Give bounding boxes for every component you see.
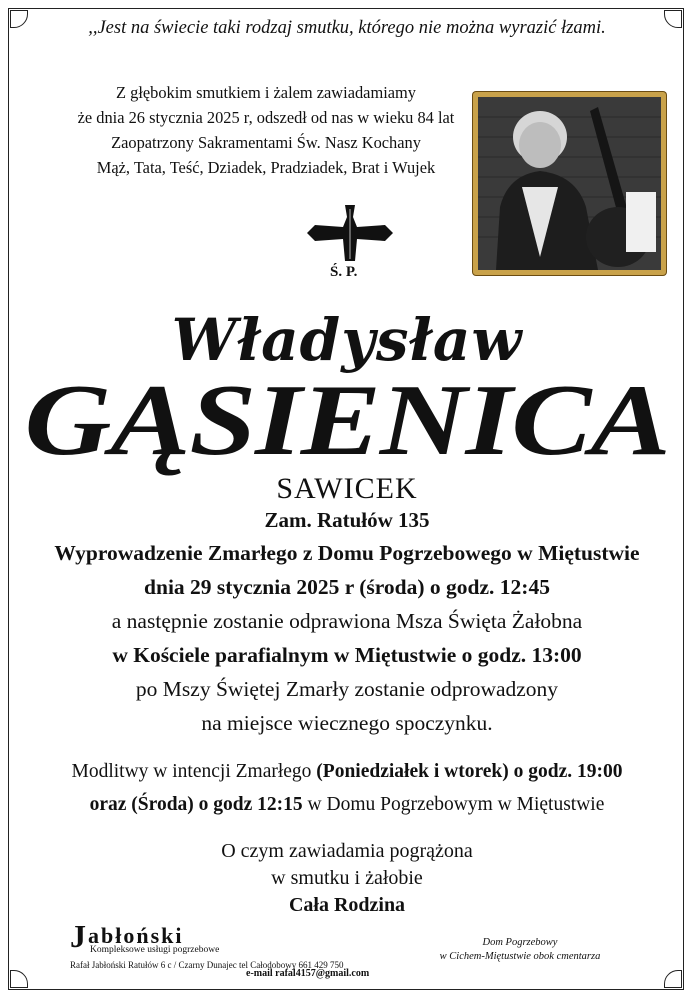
prayer-line [0,788,694,821]
home-line: w Cichem-Miętustwie obok cmentarza [439,951,601,962]
ceremony-line: dnia 29 stycznia 2025 r (środa) o godz. 12:45 [144,575,550,599]
ceremony-line: po Mszy Świętej Zmarły zostanie odprowadzony [135,677,559,701]
deceased-photo [473,92,666,275]
email-link[interactable]: e-mail rafal4157@gmail.com [246,968,370,979]
surname: GĄSIENICA [24,364,670,477]
residence: Zam. Ratułów 135 [264,508,430,532]
logo-initial: J [70,918,88,954]
nickname: SAWICEK [276,472,418,505]
ceremony-line: a następnie zostanie odprawiona Msza Święta Żałobna [111,609,583,633]
opening-quote: ,,Jest na świecie taki rodzaj smutku, którego nie można wyrazić łzami. [88,18,606,38]
corner-ornament [10,970,28,988]
services-text: Kompleksowe usługi pogrzebowe [90,945,220,955]
sp-label: Ś. P. [330,264,358,280]
corner-ornament [664,970,682,988]
contact-text: Rafał Jabłoński Ratułów 6 c / Czarny Dunajec tel Całodobowy 661 429 750 [70,960,344,970]
prayer-time: oraz (Środa) o godz 12:15 [89,794,303,815]
closing-notice [0,838,694,919]
prayer-line [0,755,694,788]
portrait-image [478,97,661,270]
intro-line: Mąż, Tata, Teść, Dziadek, Pradziadek, Brat i Wujek [96,158,436,177]
prayer-text: w Domu Pogrzebowym w Miętustwie [302,794,605,815]
ceremony-line: na miejsce wiecznego spoczynku. [201,711,493,735]
intro-line: Z głębokim smutkiem i żalem zawiadamiamy [116,83,416,102]
prayer-time: (Poniedziałek i wtorek) o godz. 19:00 [316,761,623,782]
intro-line: Zaopatrzony Sakramentami Św. Nasz Kochany [111,133,421,152]
funeral-home-location [420,936,620,964]
family-signature: Cała Rodzina [288,894,406,916]
intro-line: że dnia 26 stycznia 2025 r, odszedł od nas w wieku 84 lat [77,108,455,127]
first-name: Władysław [171,306,523,374]
funeral-home-info [70,918,370,971]
announcement-intro [60,80,472,180]
ceremony-line: w Kościele parafialnym w Miętustwie o godz. 13:00 [112,643,582,667]
closing-line: w smutku i żałobie [271,867,423,889]
ceremony-details [0,536,694,740]
prayer-info [0,755,694,821]
logo-text: abłoński [88,923,184,948]
home-line: Dom Pogrzebowy [482,937,558,948]
prayer-text: Modlitwy w intencji Zmarłego [71,761,317,782]
closing-line: O czym zawiadamia pogrążona [221,840,473,862]
ceremony-line: Wyprowadzenie Zmarłego z Domu Pogrzebowego w Miętustwie [54,541,640,565]
